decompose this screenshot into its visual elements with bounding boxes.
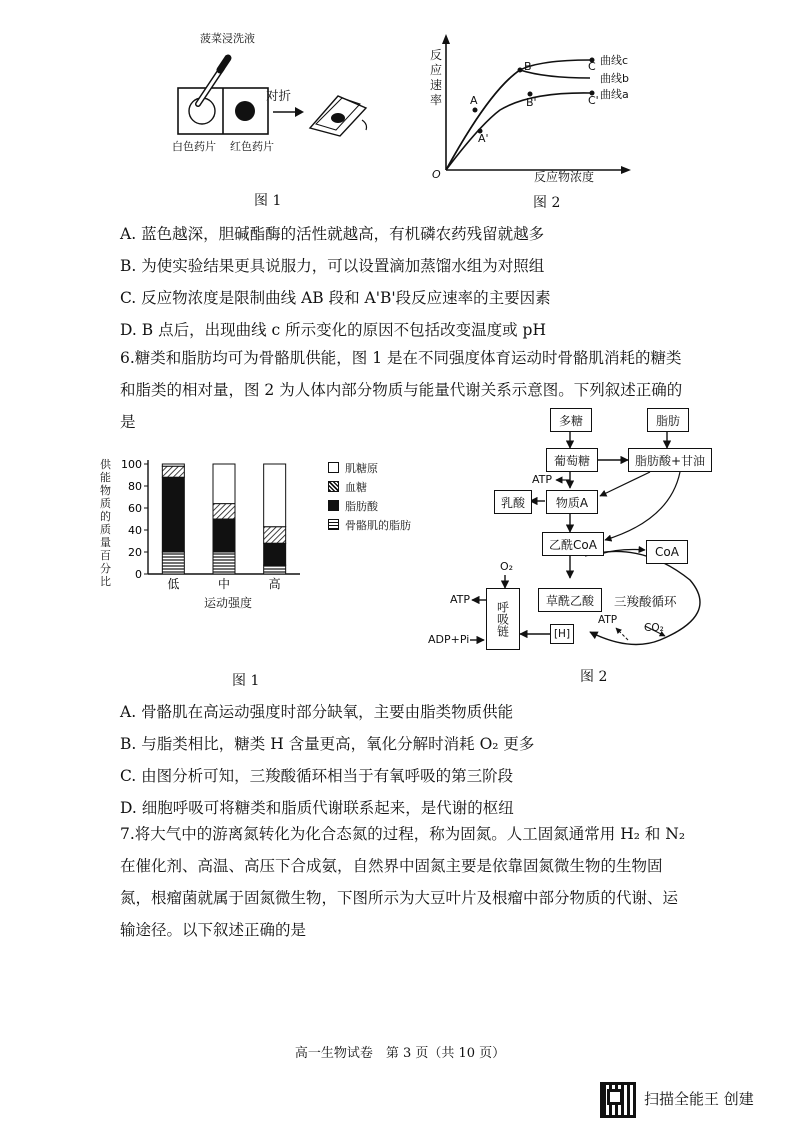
- figure-1-caption: 图 1: [254, 193, 282, 209]
- bar-segment: [213, 464, 235, 504]
- bar-segment: [162, 464, 184, 466]
- x-tick-label: 高: [268, 577, 281, 591]
- red-tablet-icon: [235, 101, 255, 121]
- bar-segment: [264, 527, 286, 544]
- tca-label: 三羧酸循环: [614, 594, 677, 609]
- o2-label: O₂: [500, 560, 514, 573]
- atp-label-2: ATP: [450, 593, 471, 606]
- q7-stem: 7.将大气中的游离氮转化为化合态氮的过程，称为固氮。人工固氮通常用 H₂ 和 N₂ 在催化剂、高温、高压下合成氨，自然界中固氮主要是依靠固氮微生物的生物固氮，根瘤菌就属于固氮微生物，下图所示为大豆叶片及根瘤中部分物质的代谢、运输途径。以下叙述正确的是: [120, 825, 686, 939]
- chart-xlabel: 运动强度: [204, 596, 253, 610]
- point-c-prime: C': [588, 94, 599, 107]
- white-tablet-label: 白色药片: [172, 140, 216, 153]
- x-tick-label: 低: [167, 577, 180, 591]
- y-tick-label: 60: [128, 502, 142, 515]
- curve-a: [446, 93, 590, 170]
- point-b-prime: B': [526, 96, 537, 109]
- curve-a-label: 曲线a: [600, 88, 629, 101]
- point-a-prime: A': [478, 132, 489, 145]
- bar-segment: [213, 504, 235, 519]
- figure-q6-metabolism: [420, 400, 720, 660]
- point-b: B: [524, 60, 532, 73]
- q5-option-d: D. B 点后，出现曲线 c 所示变化的原因不包括改变温度或 pH: [120, 321, 546, 339]
- folded-card-icon: [310, 96, 367, 136]
- point-c: C: [588, 60, 596, 73]
- origin-label: O: [432, 168, 441, 181]
- q5-option-c: C. 反应物浓度是限制曲线 AB 段和 A'B'段反应速率的主要因素: [120, 289, 551, 307]
- fold-arrow-icon: [295, 107, 304, 117]
- box-fat: 脂肪: [647, 408, 689, 432]
- figure-2-caption: 图 2: [533, 195, 561, 211]
- curve-b-label: 曲线b: [600, 72, 629, 85]
- chart-ylabel: 供能物质的质量百分比: [100, 458, 111, 588]
- bar-segment: [162, 552, 184, 574]
- y-tick-label: 40: [128, 524, 142, 537]
- chart-legend: [328, 458, 411, 534]
- scanner-watermark: 扫描全能王 创建: [644, 1090, 754, 1108]
- bar-segment: [264, 464, 286, 527]
- y-tick-label: 80: [128, 480, 142, 493]
- legend-item: 脂肪酸: [328, 496, 411, 515]
- atp-label-1: ATP: [532, 473, 553, 486]
- box-polysaccharide: 多糖: [550, 408, 592, 432]
- red-tablet-label: 红色药片: [230, 140, 274, 153]
- adp-pi-label: ADP+Pi: [428, 633, 470, 646]
- q6-option-d: D. 细胞呼吸可将糖类和脂质代谢联系起来，是代谢的枢纽: [120, 799, 514, 817]
- q5-option-b: B. 为使实验结果更具说服力，可以设置滴加蒸馏水组为对照组: [120, 257, 545, 275]
- figure-q6-chart: [100, 448, 430, 618]
- box-glucose: 葡萄糖: [546, 448, 598, 472]
- co2-label: CO₂: [644, 622, 664, 634]
- box-oxaloacetate: 草酰乙酸: [538, 588, 602, 612]
- legend-item: 骨骼肌的脂肪: [328, 515, 411, 534]
- qr-code-icon: [600, 1082, 636, 1118]
- box-resp-chain: 呼吸链: [486, 588, 520, 650]
- box-coa: CoA: [646, 540, 688, 564]
- y-tick-label: 20: [128, 546, 142, 559]
- q6-option-b: B. 与脂类相比，糖类 H 含量更高，氧化分解时消耗 O₂ 更多: [120, 735, 535, 753]
- q5-option-a: A. 蓝色越深，胆碱酯酶的活性就越高，有机磷农药残留就越多: [120, 225, 545, 243]
- bar-segment: [162, 466, 184, 477]
- curve-c: [446, 60, 590, 170]
- page-footer: 高一生物试卷 第 3 页（共 10 页）: [294, 1046, 506, 1061]
- q6-stem: 6.糖类和脂肪均可为骨骼肌供能，图 1 是在不同强度体育运动时骨骼肌消耗的糖类和脂类的相对量，图 2 为人体内部分物质与能量代谢关系示意图。下列叙述正确的是: [120, 349, 683, 431]
- point-a: A: [470, 94, 478, 107]
- q6-option-c: C. 由图分析可知，三羧酸循环相当于有氧呼吸的第三阶段: [120, 767, 514, 785]
- box-fa-glycerol: 脂肪酸+甘油: [628, 448, 712, 472]
- box-h: [H]: [550, 624, 574, 644]
- q6-option-a: A. 骨骼肌在高运动强度时部分缺氧，主要由脂类物质供能: [120, 703, 514, 721]
- q6-figure-1-caption: 图 1: [232, 673, 260, 689]
- curve-c-label: 曲线c: [600, 54, 629, 67]
- bar-segment: [162, 477, 184, 552]
- box-acetyl-coa: 乙酰CoA: [542, 532, 604, 556]
- curve-b: [446, 70, 590, 170]
- fold-label: 对折: [266, 88, 292, 103]
- legend-item: 肌糖原: [328, 458, 411, 477]
- bar-segment: [213, 552, 235, 574]
- bar-segment: [213, 519, 235, 552]
- atp-label-3: ATP: [598, 614, 618, 626]
- box-substance-a: 物质A: [546, 490, 598, 514]
- bar-segment: [264, 543, 286, 565]
- box-lactic: 乳酸: [494, 490, 532, 514]
- bar-segment: [264, 565, 286, 574]
- legend-item: 血糖: [328, 477, 411, 496]
- y-axis-label: 反应速率: [430, 48, 443, 107]
- q6-figure-2-caption: 图 2: [580, 669, 608, 685]
- x-tick-label: 中: [217, 577, 231, 591]
- solution-label: 菠菜浸洗液: [200, 32, 255, 45]
- figure-2-curves: [420, 30, 650, 190]
- metabolism-arrows: [420, 400, 720, 660]
- figure-1-tablet: [170, 8, 380, 183]
- y-tick-label: 0: [135, 568, 142, 581]
- x-axis-label: 反应物浓度: [534, 170, 595, 184]
- y-tick-label: 100: [121, 458, 142, 471]
